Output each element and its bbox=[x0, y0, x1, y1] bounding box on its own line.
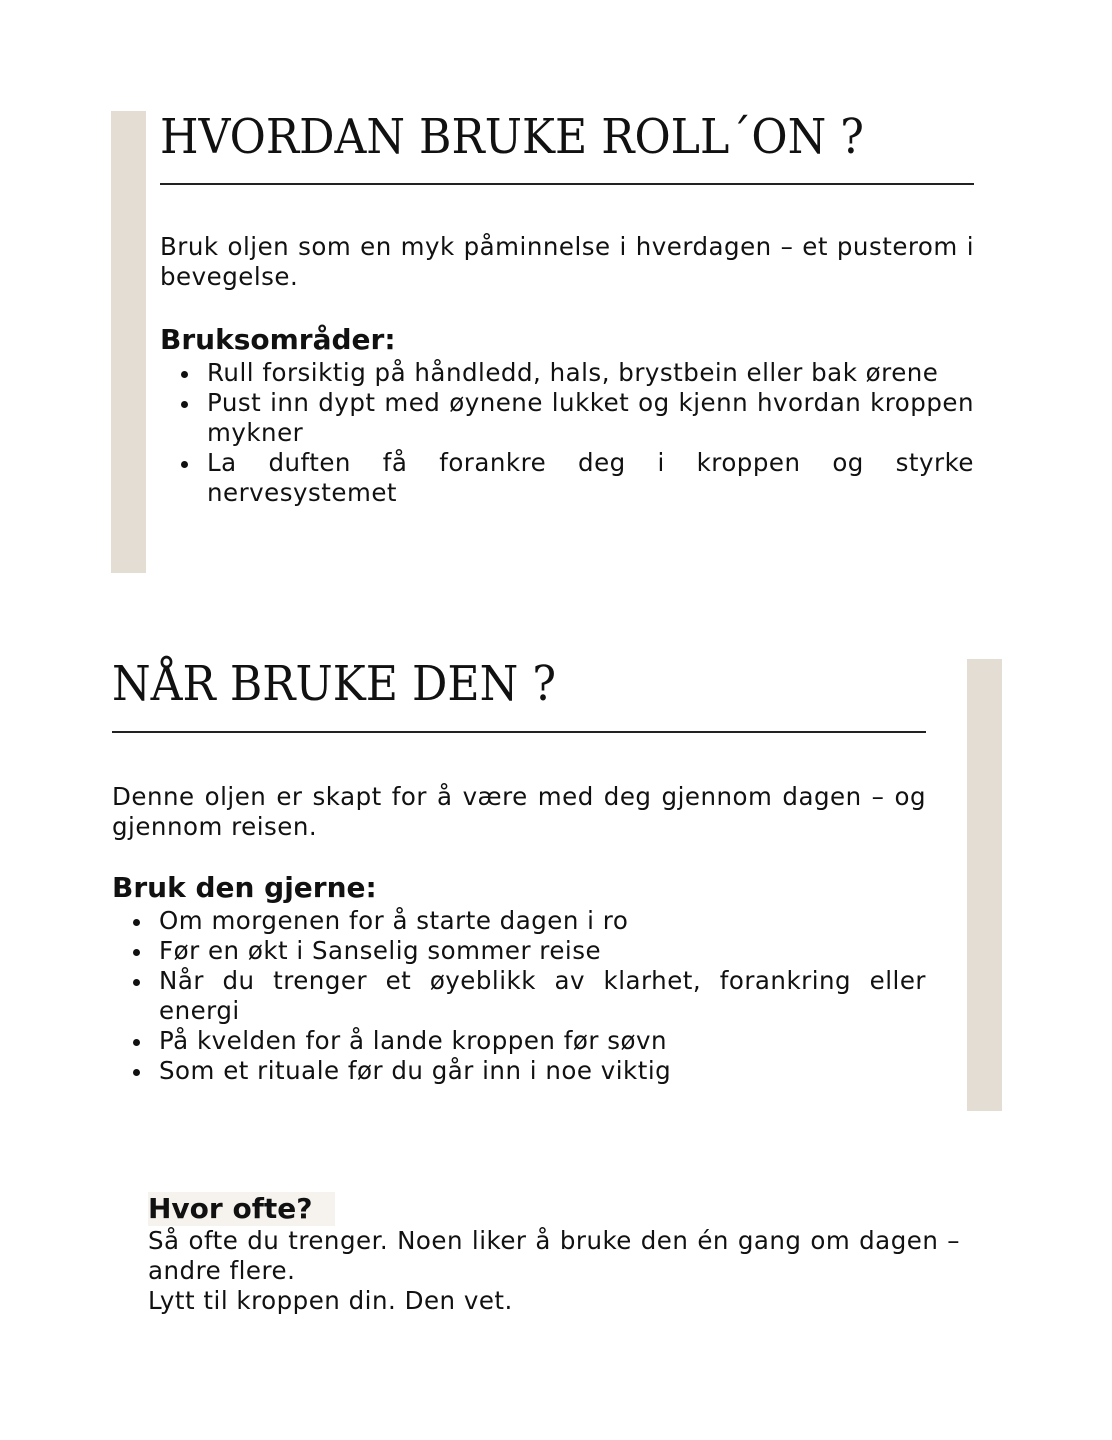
list-item: Som et rituale før du går inn i noe viktig bbox=[112, 1056, 926, 1086]
list-item: La duften få forankre deg i kroppen og styrke nervesystemet bbox=[160, 448, 974, 508]
section-how-often bbox=[148, 1192, 960, 1316]
list-item: På kvelden for å lande kroppen før søvn bbox=[112, 1026, 926, 1056]
subheading: Bruksområder: bbox=[160, 323, 396, 356]
section-title: NÅR BRUKE DEN ? bbox=[112, 656, 557, 712]
bullet-list bbox=[112, 906, 926, 1086]
title-divider bbox=[160, 183, 974, 185]
section-how-to-use bbox=[160, 105, 974, 507]
list-item: Pust inn dypt med øynene lukket og kjenn hvordan kroppen mykner bbox=[160, 388, 974, 448]
section-when-to-use bbox=[112, 652, 926, 1085]
intro-paragraph: Denne oljen er skapt for å være med deg gjennom dagen – og gjennom reisen. bbox=[112, 782, 926, 841]
closing-line: Lytt til kroppen din. Den vet. bbox=[148, 1286, 513, 1315]
subheading: Bruk den gjerne: bbox=[112, 871, 377, 904]
decorative-accent-bar-right bbox=[967, 659, 1002, 1111]
bullet-list bbox=[160, 358, 974, 508]
title-divider bbox=[112, 731, 926, 733]
list-item: Om morgenen for å starte dagen i ro bbox=[112, 906, 926, 936]
list-item: Før en økt i Sanselig sommer reise bbox=[112, 936, 926, 966]
list-item: Rull forsiktig på håndledd, hals, brystbein eller bak ørene bbox=[160, 358, 974, 388]
section-title: HVORDAN BRUKE ROLL´ON ? bbox=[160, 109, 864, 165]
how-often-heading: Hvor ofte? bbox=[148, 1192, 335, 1226]
list-item: Når du trenger et øyeblikk av klarhet, forankring eller energi bbox=[112, 966, 926, 1026]
how-often-paragraph: Så ofte du trenger. Noen liker å bruke den én gang om dagen – andre flere. bbox=[148, 1226, 960, 1285]
intro-paragraph: Bruk oljen som en myk påminnelse i hverdagen – et pusterom i bevegelse. bbox=[160, 232, 974, 291]
decorative-accent-bar-left bbox=[111, 111, 146, 573]
